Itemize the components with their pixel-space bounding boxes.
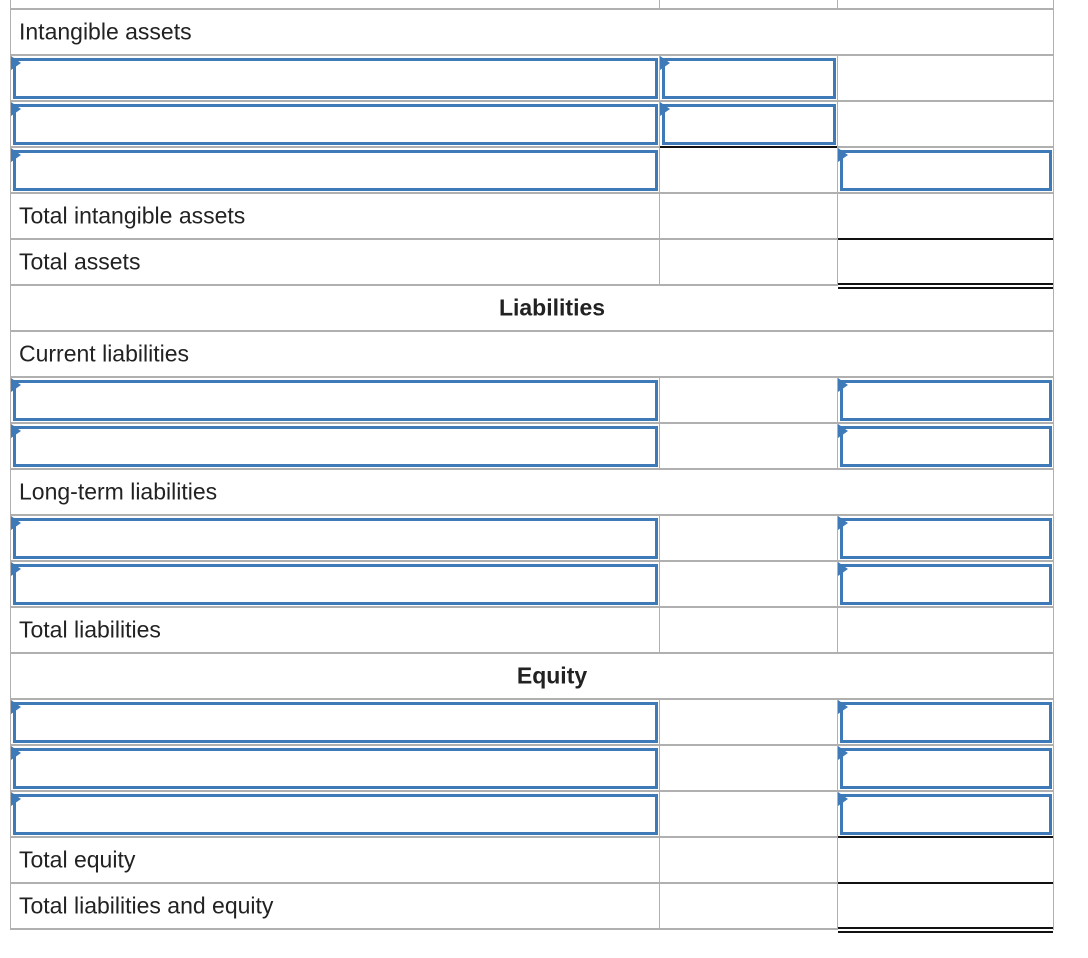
account-name-input[interactable] [13, 104, 658, 145]
total-liabilities-and-equity-label: Total liabilities and equity [19, 892, 274, 919]
account-name-input[interactable] [13, 702, 658, 743]
table-row [10, 102, 1054, 148]
balance-sheet-table [10, 0, 1054, 930]
amount-input[interactable] [840, 748, 1052, 789]
total-liabilities-label: Total liabilities [19, 616, 161, 643]
table-row [10, 0, 1054, 10]
table-row [10, 148, 1054, 194]
dropdown-triangle-icon[interactable] [11, 56, 21, 70]
equity-heading: Equity [516, 662, 588, 689]
amount-input[interactable] [840, 150, 1052, 191]
dropdown-triangle-icon[interactable] [838, 746, 848, 760]
dropdown-triangle-icon[interactable] [11, 562, 21, 576]
amount-input[interactable] [840, 426, 1052, 467]
dropdown-triangle-icon[interactable] [838, 700, 848, 714]
dropdown-triangle-icon[interactable] [11, 424, 21, 438]
total-assets-label: Total assets [19, 248, 141, 275]
amount-input[interactable] [840, 380, 1052, 421]
account-name-input[interactable] [13, 564, 658, 605]
table-row [10, 884, 1054, 930]
dropdown-triangle-icon[interactable] [838, 792, 848, 806]
dropdown-triangle-icon[interactable] [11, 102, 21, 116]
dropdown-triangle-icon[interactable] [838, 562, 848, 576]
table-row [10, 700, 1054, 746]
table-row [10, 654, 1054, 700]
dropdown-triangle-icon[interactable] [11, 378, 21, 392]
dropdown-triangle-icon[interactable] [11, 746, 21, 760]
current-liabilities-label: Current liabilities [19, 340, 190, 367]
account-name-input[interactable] [13, 794, 658, 835]
total-intangible-assets-label: Total intangible assets [19, 202, 246, 229]
intangible-assets-label: Intangible assets [19, 18, 192, 45]
dropdown-triangle-icon[interactable] [11, 700, 21, 714]
account-name-input[interactable] [13, 518, 658, 559]
table-row [10, 838, 1054, 884]
dropdown-triangle-icon[interactable] [838, 378, 848, 392]
table-row [10, 240, 1054, 286]
table-row [10, 516, 1054, 562]
table-row [10, 10, 1054, 56]
dropdown-triangle-icon[interactable] [11, 148, 21, 162]
dropdown-triangle-icon[interactable] [660, 56, 670, 70]
long-term-liabilities-label: Long-term liabilities [19, 478, 218, 505]
account-name-input[interactable] [13, 748, 658, 789]
table-row [10, 332, 1054, 378]
dropdown-triangle-icon[interactable] [11, 516, 21, 530]
amount-input[interactable] [662, 104, 836, 145]
table-row [10, 378, 1054, 424]
account-name-input[interactable] [13, 150, 658, 191]
table-row [10, 608, 1054, 654]
amount-input[interactable] [840, 518, 1052, 559]
table-row [10, 56, 1054, 102]
table-row [10, 286, 1054, 332]
amount-input[interactable] [662, 58, 836, 99]
dropdown-triangle-icon[interactable] [11, 792, 21, 806]
table-row [10, 470, 1054, 516]
dropdown-triangle-icon[interactable] [838, 424, 848, 438]
total-equity-label: Total equity [19, 846, 136, 873]
account-name-input[interactable] [13, 426, 658, 467]
double-underline [838, 927, 1053, 933]
table-row [10, 562, 1054, 608]
table-row [10, 792, 1054, 838]
amount-input[interactable] [840, 702, 1052, 743]
amount-input[interactable] [840, 794, 1052, 835]
account-name-input[interactable] [13, 58, 658, 99]
dropdown-triangle-icon[interactable] [838, 148, 848, 162]
table-row [10, 746, 1054, 792]
dropdown-triangle-icon[interactable] [660, 102, 670, 116]
account-name-input[interactable] [13, 380, 658, 421]
table-row [10, 424, 1054, 470]
dropdown-triangle-icon[interactable] [838, 516, 848, 530]
table-row [10, 194, 1054, 240]
amount-input[interactable] [840, 564, 1052, 605]
liabilities-heading: Liabilities [498, 294, 606, 321]
